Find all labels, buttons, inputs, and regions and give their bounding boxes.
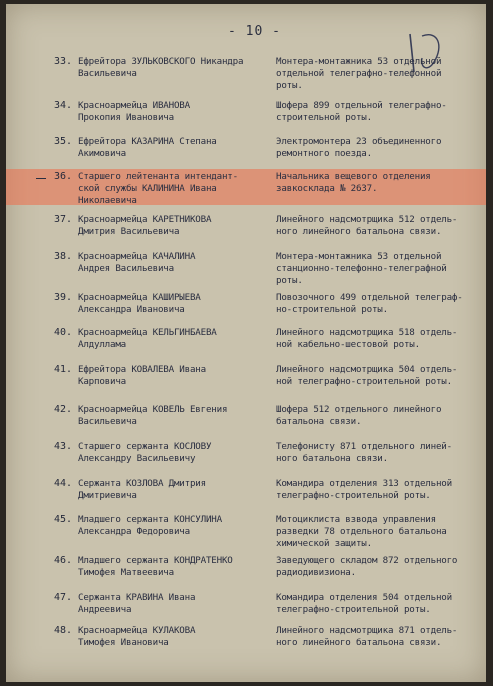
record-number: 46.: [53, 555, 72, 566]
record-number: 47.: [53, 592, 72, 603]
record-position: Командира отделения 504 отдельной телеграфно-строительной роты.: [276, 592, 452, 615]
record-position: Электромонтера 23 объединенного ремонтного поезда.: [276, 136, 442, 159]
record-name: Красноармейца КАЧАЛИНА Андрея Васильевича: [78, 251, 196, 274]
record-position: Линейного надсмотрщика 504 отдель- ной телеграфно-строительной роты.: [276, 364, 458, 387]
record-position: Начальника вещевого отделения завкосклада № 2637.: [276, 171, 431, 194]
record-name: Красноармейца ИВАНОВА Прокопия Ивановича: [78, 100, 190, 123]
record-position: Заведующего складом 872 отдельного радиодивизиона.: [276, 555, 458, 578]
record-number: 48.: [53, 625, 72, 636]
record-position: Телефонисту 871 отдельного линей- ного батальона связи.: [276, 441, 452, 464]
record-name: Ефрейтора КОВАЛЕВА Ивана Карповича: [78, 364, 206, 387]
record-position: Линейного надсмотрщика 512 отдель- ного линейного батальона связи.: [276, 214, 458, 237]
record-name: Младшего сержанта КОНСУЛИНА Александра Федоровича: [78, 514, 222, 537]
record-name: Красноармейца КЕЛЬГИНБАЕВА Алдуллама: [78, 327, 217, 350]
record-number: 38.: [53, 251, 72, 262]
record-number: 34.: [53, 100, 72, 111]
record-number: 39.: [53, 292, 72, 303]
record-number: 41.: [53, 364, 72, 375]
record-position: Монтера-монтажника 53 отдельной отдельной телеграфно-телефонной роты.: [276, 56, 442, 91]
record-number: 45.: [53, 514, 72, 525]
page-number: - 10 -: [228, 24, 281, 39]
record-position: Командира отделения 313 отдельной телеграфно-строительной роты.: [276, 478, 452, 501]
record-position: Монтера-монтажника 53 отдельной станционно-телефонно-телеграфной роты.: [276, 251, 447, 286]
record-name: Красноармейца КАРЕТНИКОВА Дмитрия Васильевича: [78, 214, 212, 237]
record-name: Ефрейтора ЗУЛЬКОВСКОГО Никандра Васильевича: [78, 56, 244, 79]
record-number: 40.: [53, 327, 72, 338]
record-position: Линейного надсмотрщика 871 отдель- ного линейного батальона связи.: [276, 625, 458, 648]
record-position: Шофера 512 отдельного линейного батальона связи.: [276, 404, 442, 427]
record-number: 33.: [53, 56, 72, 67]
record-number: 37.: [53, 214, 72, 225]
record-name: Красноармейца КАШИРЫЕВА Александра Ивановича: [78, 292, 201, 315]
record-name: Красноармейца КОВЕЛЬ Евгения Васильевича: [78, 404, 228, 427]
record-number: 43.: [53, 441, 72, 452]
record-name: Сержанта КОЗЛОВА Дмитрия Дмитриевича: [78, 478, 206, 501]
record-number: 36.: [53, 171, 72, 182]
record-name: Старшего сержанта КОСЛОВУ Александру Васильевичу: [78, 441, 212, 464]
record-name: Старшего лейтенанта интендант- ской службы КАЛИНИНА Ивана Николаевича: [78, 171, 238, 206]
record-name: Красноармейца КУЛАКОВА Тимофея Ивановича: [78, 625, 196, 648]
record-number: 35.: [53, 136, 72, 147]
record-number: 44.: [53, 478, 72, 489]
record-name: Младшего сержанта КОНДРАТЕНКО Тимофея Матвеевича: [78, 555, 233, 578]
record-name: Ефрейтора КАЗАРИНА Степана Акимовича: [78, 136, 217, 159]
document-page: [6, 4, 486, 682]
record-number: 42.: [53, 404, 72, 415]
margin-dash: [36, 178, 46, 179]
record-position: Мотоциклиста взвода управления разведки 78 отдельного батальона химической защиты.: [276, 514, 447, 549]
record-position: Повозочного 499 отдельной телеграф- но-строительной роты.: [276, 292, 463, 315]
record-position: Линейного надсмотрщика 518 отдель- ной кабельно-шестовой роты.: [276, 327, 458, 350]
record-name: Сержанта КРАВИНА Ивана Андреевича: [78, 592, 196, 615]
record-position: Шофера 899 отдельной телеграфно- строительной роты.: [276, 100, 447, 123]
